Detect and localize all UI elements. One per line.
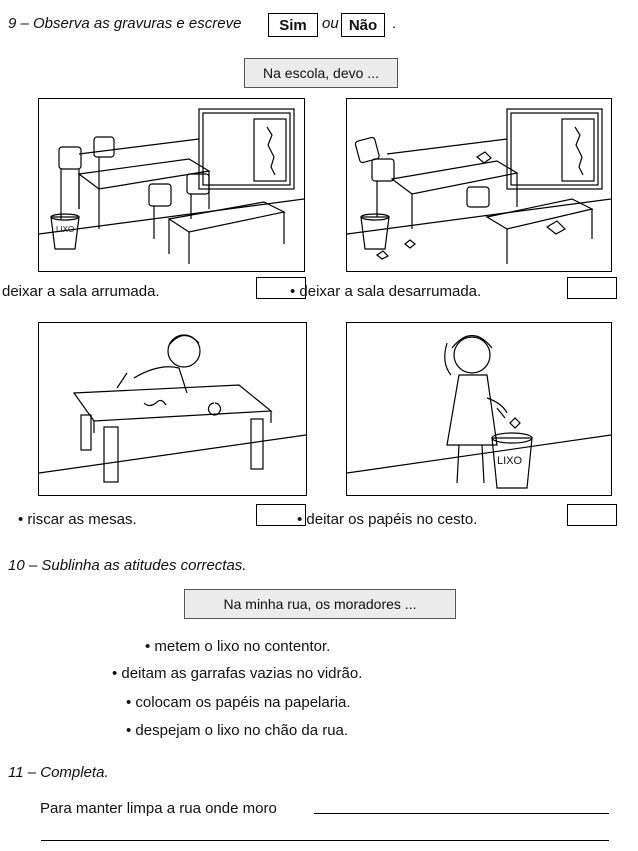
attitude-item-3[interactable]: • colocam os papéis na papelaria. bbox=[126, 694, 351, 711]
bin-label: LIXO bbox=[56, 225, 75, 234]
item-paper-in-bin: • deitar os papéis no cesto. bbox=[297, 511, 478, 528]
complete-sentence: Para manter limpa a rua onde moro bbox=[40, 800, 277, 817]
answer-line-2[interactable] bbox=[41, 840, 609, 841]
item-scribble-desks: • riscar as mesas. bbox=[18, 511, 137, 528]
school-header: Na escola, devo ... bbox=[244, 58, 398, 88]
street-header: Na minha rua, os moradores ... bbox=[184, 589, 456, 619]
item-tidy-room: deixar a sala arrumada. bbox=[2, 283, 160, 300]
nao-box: Não bbox=[341, 13, 385, 37]
q10-prompt: 10 – Sublinha as atitudes correctas. bbox=[8, 557, 247, 574]
sim-box: Sim bbox=[268, 13, 318, 37]
prompt-end-dot: . bbox=[392, 15, 397, 32]
answer-box-messy[interactable] bbox=[567, 277, 617, 299]
q9-prompt: 9 – Observa as gravuras e escreve bbox=[8, 15, 242, 32]
item-messy-room: • deixar a sala desarrumada. bbox=[290, 283, 482, 300]
answer-box-paper[interactable] bbox=[567, 504, 617, 526]
or-text: ou bbox=[322, 15, 339, 32]
attitude-item-1[interactable]: • metem o lixo no contentor. bbox=[145, 638, 331, 655]
bin-label-large: LIXO bbox=[497, 455, 523, 467]
answer-line-1[interactable] bbox=[314, 813, 609, 814]
q11-prompt: 11 – Completa. bbox=[8, 764, 109, 781]
attitude-item-2[interactable]: • deitam as garrafas vazias no vidrão. bbox=[112, 665, 363, 682]
messy-classroom-picture bbox=[346, 98, 612, 272]
tidy-classroom-picture bbox=[38, 98, 305, 272]
paper-in-bin-picture bbox=[346, 322, 612, 496]
scribbling-desk-picture bbox=[38, 322, 307, 496]
attitude-item-4[interactable]: • despejam o lixo no chão da rua. bbox=[126, 722, 349, 739]
